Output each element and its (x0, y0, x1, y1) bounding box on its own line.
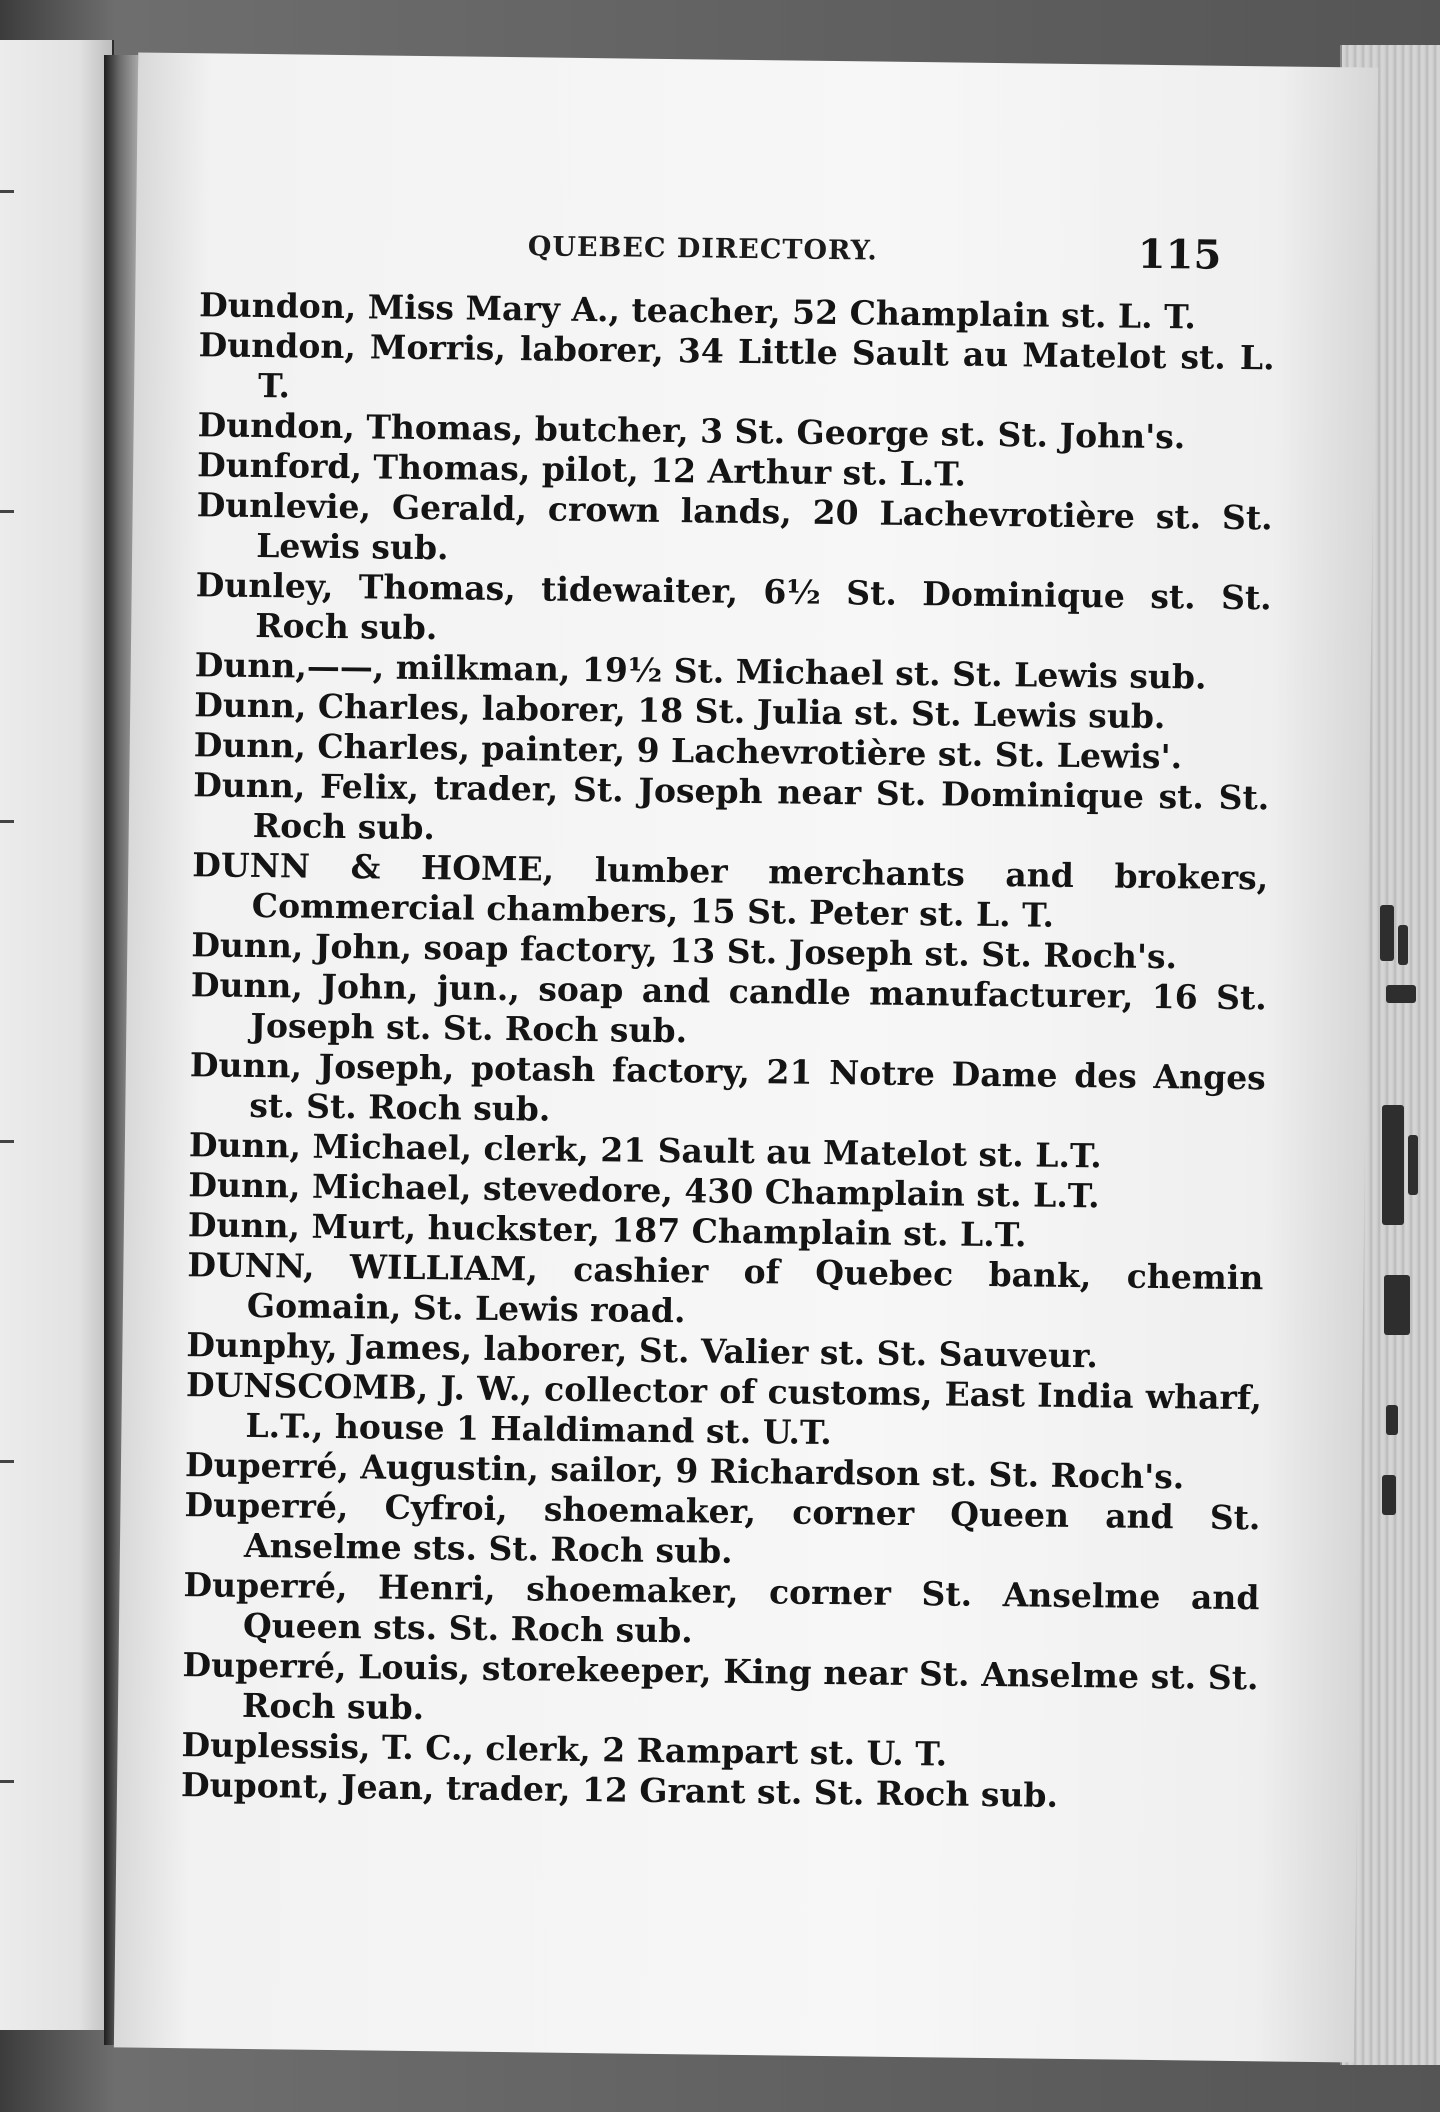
directory-entry: Dunphy, James, laborer, St. Valier st. St. Sauveur. (186, 1325, 1099, 1376)
directory-entry: Dundon, Thomas, butcher, 3 St. George st. St. John's. (197, 405, 1186, 457)
page-mark (0, 1780, 14, 1783)
ink-mark (1386, 1405, 1398, 1435)
directory-entries (181, 285, 1275, 1818)
ink-mark (1386, 985, 1416, 1003)
directory-entry: Dunn, John, jun., soap and candle manufacturer, 16 St. Joseph st. St. Roch sub. (190, 965, 1268, 1051)
directory-entry: Dupont, Jean, trader, 12 Grant st. St. Roch sub. (180, 1765, 1059, 1815)
directory-entry: Duplessis, T. C., clerk, 2 Rampart st. U. T. (181, 1725, 948, 1774)
page-header (136, 214, 1377, 289)
directory-entry: Dunlevie, Gerald, crown lands, 20 Lachevrotière st. St. Lewis sub. (196, 485, 1273, 568)
directory-entry: Dundon, Miss Mary A., teacher, 52 Champlain st. L. T. (198, 285, 1197, 337)
page-mark (0, 190, 14, 193)
page-mark (0, 1140, 14, 1143)
ink-mark (1384, 1275, 1410, 1335)
directory-entry: Dunn, Michael, clerk, 21 Sault au Matelot st. L.T. (188, 1125, 1103, 1176)
page-mark (0, 820, 14, 823)
directory-entry: Dunn, Felix, trader, St. Joseph near St. Dominique st. St. Roch sub. (193, 765, 1270, 848)
page-mark (0, 510, 14, 513)
directory-entry: Dunford, Thomas, pilot, 12 Arthur st. L.T. (196, 445, 967, 494)
page-mark (0, 1460, 14, 1463)
directory-entry: Dunn,——, milkman, 19½ St. Michael st. St. Lewis sub. (194, 645, 1207, 697)
directory-entry: Dunley, Thomas, tidewaiter, 6½ St. Dominique st. St. Roch sub. (195, 565, 1272, 648)
directory-entry: Dunn, Joseph, potash factory, 21 Notre Dame des Anges st. St. Roch sub. (189, 1045, 1267, 1129)
ink-mark (1398, 925, 1408, 965)
directory-entry: Duperré, Louis, storekeeper, King near St. Anselme st. St. Roch sub. (182, 1645, 1259, 1728)
directory-entry: DUNSCOMB, J. W., collector of customs, East India wharf, L.T., house 1 Haldimand st. U.T. (185, 1365, 1263, 1453)
directory-entry: DUNN & HOME, lumber merchants and brokers, Commercial chambers, 15 St. Peter st. L. T. (192, 845, 1269, 935)
ink-mark (1382, 1475, 1396, 1515)
directory-page (114, 52, 1378, 2062)
page-number: 115 (1137, 230, 1222, 279)
directory-entry: DUNN, WILLIAM, cashier of Quebec bank, chemin Gomain, St. Lewis road. (187, 1245, 1264, 1331)
directory-entry: Dunn, Murt, huckster, 187 Champlain st. L.T. (187, 1205, 1027, 1255)
directory-entry: Dundon, Morris, laborer, 34 Little Sault au Matelot st. L. T. (198, 325, 1275, 406)
directory-entry: Duperré, Henri, shoemaker, corner St. Anselme and Queen sts. St. Roch sub. (183, 1565, 1260, 1651)
directory-entry: Dunn, Charles, painter, 9 Lachevrotière st. St. Lewis'. (193, 725, 1183, 777)
directory-entry: Dunn, Charles, laborer, 18 St. Julia st. St. Lewis sub. (194, 685, 1166, 737)
ink-mark (1380, 905, 1394, 961)
directory-entry: Duperré, Augustin, sailor, 9 Richardson st. St. Roch's. (184, 1445, 1185, 1497)
ink-mark (1408, 1135, 1418, 1195)
left-facing-page (0, 40, 114, 2030)
running-head: QUEBEC DIRECTORY. (527, 231, 878, 267)
directory-entry: Dunn, Michael, stevedore, 430 Champlain st. L.T. (188, 1165, 1100, 1216)
directory-entry: Duperré, Cyfroi, shoemaker, corner Queen and St. Anselme sts. St. Roch sub. (184, 1485, 1261, 1571)
directory-entry: Dunn, John, soap factory, 13 St. Joseph st. St. Roch's. (191, 925, 1178, 977)
ink-mark (1382, 1105, 1404, 1225)
